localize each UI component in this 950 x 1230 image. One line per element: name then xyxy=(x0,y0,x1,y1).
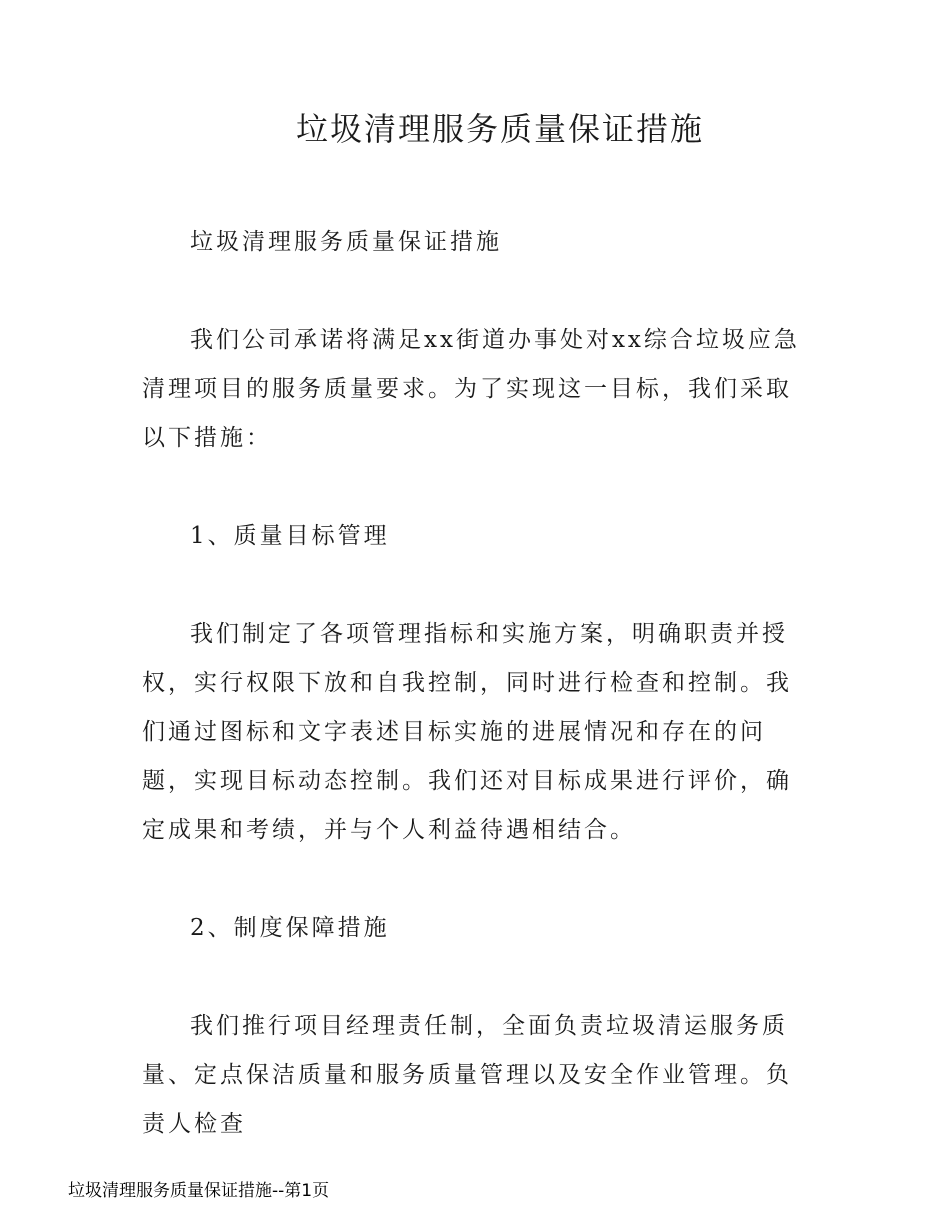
section-2-paragraph: 我们推行项目经理责任制，全面负责垃圾清运服务质量、定点保洁质量和服务质量管理以及安全作业管理。负责人检查 xyxy=(142,1013,792,1137)
document-title: 垃圾清理服务质量保证措施 xyxy=(295,110,704,148)
page-footer: 垃圾清理服务质量保证措施--第1页 xyxy=(68,1181,330,1201)
section-1-paragraph: 我们制定了各项管理指标和实施方案，明确职责并授权，实行权限下放和自我控制，同时进行检查和控制。我们通过图标和文字表述目标实施的进展情况和存在的问题，实现目标动态控制。我们还对目标成果进行评价，确定成果和考绩，并与个人利益待遇相结合。 xyxy=(142,621,792,843)
subtitle-paragraph: 垃圾清理服务质量保证措施 xyxy=(190,229,502,255)
document-body xyxy=(142,218,814,1198)
intro-paragraph: 我们公司承诺将满足xx街道办事处对xx综合垃圾应急清理项目的服务质量要求。为了实现这一目标，我们采取以下措施： xyxy=(142,327,800,451)
section-heading-2: 2、制度保障措施 xyxy=(190,915,390,941)
section-heading-1: 1、质量目标管理 xyxy=(190,523,390,549)
